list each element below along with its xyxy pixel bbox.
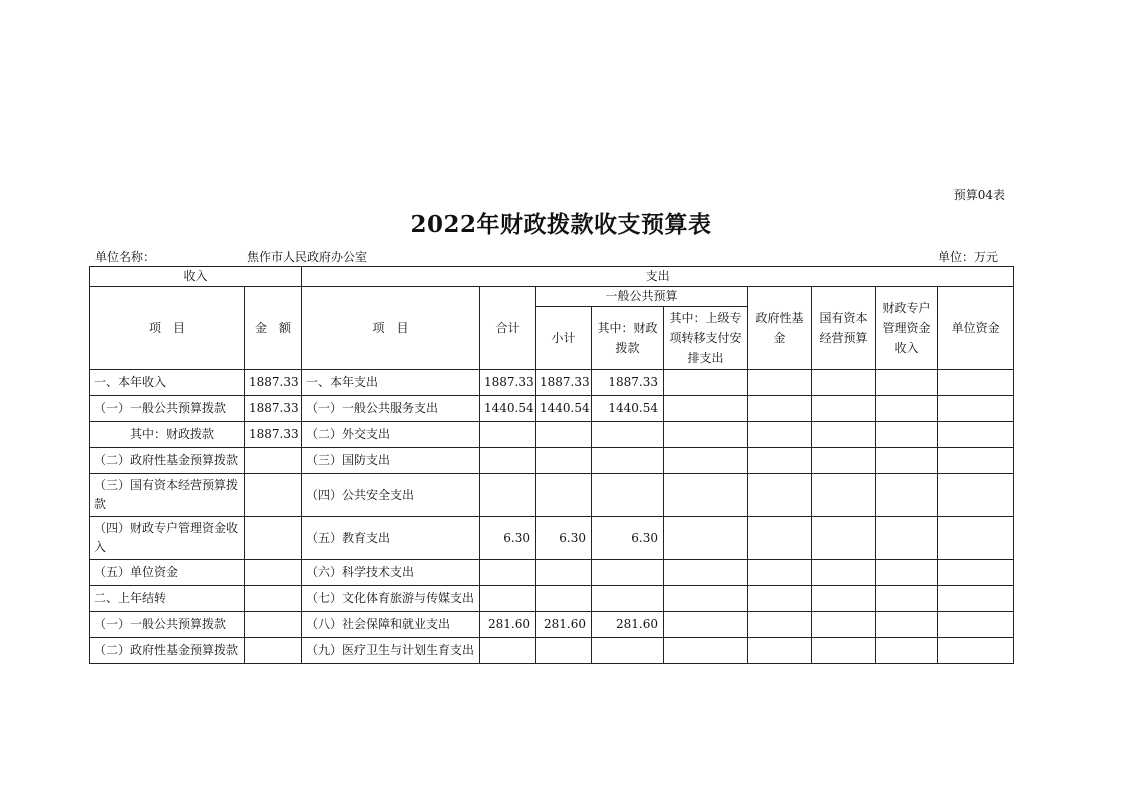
unit-funds-cell xyxy=(938,612,1014,638)
income-amount-cell xyxy=(245,612,302,638)
gov-fund-cell xyxy=(748,586,812,612)
total-cell xyxy=(480,586,536,612)
fiscal-cell xyxy=(592,448,664,474)
transfer-cell xyxy=(664,586,748,612)
form-number: 预算04表 xyxy=(953,188,1005,202)
exp-item-cell: 一、本年支出 xyxy=(302,370,480,396)
fiscal-cell: 281.60 xyxy=(592,612,664,638)
income-item-cell: （二）政府性基金预算拨款 xyxy=(90,448,245,474)
income-item-cell: （四）财政专户管理资金收入 xyxy=(90,517,245,560)
state-capital-cell xyxy=(812,517,876,560)
income-amount-cell xyxy=(245,448,302,474)
income-amount-cell xyxy=(245,560,302,586)
total-cell: 1887.33 xyxy=(480,370,536,396)
state-capital-cell xyxy=(812,638,876,664)
total-cell xyxy=(480,560,536,586)
fiscal-cell xyxy=(592,638,664,664)
subtotal-cell xyxy=(536,560,592,586)
table-row xyxy=(90,396,1014,422)
exp-item-cell: （八）社会保障和就业支出 xyxy=(302,612,480,638)
table-row xyxy=(90,370,1014,396)
income-item-cell: （一）一般公共预算拨款 xyxy=(90,612,245,638)
subtotal-cell xyxy=(536,448,592,474)
state-capital-cell xyxy=(812,396,876,422)
fiscal-special-cell xyxy=(876,422,938,448)
income-amount-cell: 1887.33 xyxy=(245,396,302,422)
exp-item-cell: （六）科学技术支出 xyxy=(302,560,480,586)
exp-item-cell: （九）医疗卫生与计划生育支出 xyxy=(302,638,480,664)
fiscal-cell xyxy=(592,422,664,448)
header-income-item: 项 目 xyxy=(90,287,245,370)
table-row xyxy=(90,422,1014,448)
header-exp-item: 项 目 xyxy=(302,287,480,370)
unit-name-value: 焦作市人民政府办公室 xyxy=(247,250,368,264)
fiscal-special-cell xyxy=(876,638,938,664)
gov-fund-cell xyxy=(748,422,812,448)
budget-table xyxy=(89,266,1014,664)
fiscal-special-cell xyxy=(876,474,938,517)
header-income: 收入 xyxy=(90,267,302,287)
header-general-budget: 一般公共预算 xyxy=(536,287,748,307)
header-unit-funds: 单位资金 xyxy=(938,287,1014,370)
subtotal-cell xyxy=(536,422,592,448)
exp-item-cell: （七）文化体育旅游与传媒支出 xyxy=(302,586,480,612)
fiscal-cell: 1440.54 xyxy=(592,396,664,422)
gov-fund-cell xyxy=(748,474,812,517)
income-item-cell: 一、本年收入 xyxy=(90,370,245,396)
income-amount-cell: 1887.33 xyxy=(245,370,302,396)
transfer-cell xyxy=(664,638,748,664)
exp-item-cell: （二）外交支出 xyxy=(302,422,480,448)
page-title: 2022年财政拨款收支预算表 xyxy=(410,211,712,238)
total-cell xyxy=(480,448,536,474)
income-item-cell: （五）单位资金 xyxy=(90,560,245,586)
gov-fund-cell xyxy=(748,638,812,664)
transfer-cell xyxy=(664,517,748,560)
subtotal-cell xyxy=(536,586,592,612)
table-row xyxy=(90,448,1014,474)
subtotal-cell xyxy=(536,638,592,664)
exp-item-cell: （五）教育支出 xyxy=(302,517,480,560)
exp-item-cell: （一）一般公共服务支出 xyxy=(302,396,480,422)
fiscal-special-cell xyxy=(876,370,938,396)
income-item-cell: 二、上年结转 xyxy=(90,586,245,612)
subtotal-cell: 1887.33 xyxy=(536,370,592,396)
income-item-cell: （三）国有资本经营预算拨款 xyxy=(90,474,245,517)
header-subtotal: 小计 xyxy=(536,307,592,370)
total-cell: 6.30 xyxy=(480,517,536,560)
state-capital-cell xyxy=(812,448,876,474)
fiscal-cell: 1887.33 xyxy=(592,370,664,396)
fiscal-cell xyxy=(592,474,664,517)
fiscal-special-cell xyxy=(876,517,938,560)
income-amount-cell xyxy=(245,586,302,612)
total-cell: 1440.54 xyxy=(480,396,536,422)
transfer-cell xyxy=(664,396,748,422)
total-cell xyxy=(480,422,536,448)
income-amount-cell xyxy=(245,638,302,664)
unit-funds-cell xyxy=(938,422,1014,448)
fiscal-cell: 6.30 xyxy=(592,517,664,560)
header-expenditure: 支出 xyxy=(302,267,1014,287)
unit-funds-cell xyxy=(938,396,1014,422)
state-capital-cell xyxy=(812,370,876,396)
header-total: 合计 xyxy=(480,287,536,370)
state-capital-cell xyxy=(812,586,876,612)
exp-item-cell: （三）国防支出 xyxy=(302,448,480,474)
fiscal-special-cell xyxy=(876,586,938,612)
transfer-cell xyxy=(664,370,748,396)
subtotal-cell: 6.30 xyxy=(536,517,592,560)
transfer-cell xyxy=(664,448,748,474)
subtotal-cell xyxy=(536,474,592,517)
fiscal-cell xyxy=(592,560,664,586)
income-item-cell: 其中：财政拨款 xyxy=(90,422,245,448)
fiscal-special-cell xyxy=(876,560,938,586)
unit-funds-cell xyxy=(938,474,1014,517)
table-row xyxy=(90,517,1014,560)
header-of-which-transfer: 其中：上级专项转移支付安排支出 xyxy=(664,307,748,370)
fiscal-special-cell xyxy=(876,612,938,638)
gov-fund-cell xyxy=(748,560,812,586)
income-item-cell: （二）政府性基金预算拨款 xyxy=(90,638,245,664)
transfer-cell xyxy=(664,474,748,517)
header-fiscal-special: 财政专户管理资金收入 xyxy=(876,287,938,370)
table-row xyxy=(90,638,1014,664)
unit-name-label: 单位名称： xyxy=(95,250,156,264)
gov-fund-cell xyxy=(748,396,812,422)
fiscal-cell xyxy=(592,586,664,612)
state-capital-cell xyxy=(812,612,876,638)
income-amount-cell xyxy=(245,517,302,560)
header-state-capital: 国有资本经营预算 xyxy=(812,287,876,370)
unit-funds-cell xyxy=(938,638,1014,664)
total-cell xyxy=(480,474,536,517)
table-row xyxy=(90,612,1014,638)
total-cell: 281.60 xyxy=(480,612,536,638)
state-capital-cell xyxy=(812,560,876,586)
income-amount-cell xyxy=(245,474,302,517)
income-amount-cell: 1887.33 xyxy=(245,422,302,448)
transfer-cell xyxy=(664,422,748,448)
header-income-amount: 金 额 xyxy=(245,287,302,370)
fiscal-special-cell xyxy=(876,448,938,474)
header-of-which-fiscal: 其中：财政拨款 xyxy=(592,307,664,370)
table-row xyxy=(90,474,1014,517)
unit-funds-cell xyxy=(938,370,1014,396)
state-capital-cell xyxy=(812,474,876,517)
table-row xyxy=(90,560,1014,586)
unit-funds-cell xyxy=(938,560,1014,586)
gov-fund-cell xyxy=(748,517,812,560)
subtotal-cell: 281.60 xyxy=(536,612,592,638)
fiscal-special-cell xyxy=(876,396,938,422)
currency-unit: 单位：万元 xyxy=(937,250,998,264)
state-capital-cell xyxy=(812,422,876,448)
transfer-cell xyxy=(664,560,748,586)
table-row xyxy=(90,586,1014,612)
transfer-cell xyxy=(664,612,748,638)
header-gov-fund: 政府性基金 xyxy=(748,287,812,370)
exp-item-cell: （四）公共安全支出 xyxy=(302,474,480,517)
gov-fund-cell xyxy=(748,370,812,396)
gov-fund-cell xyxy=(748,612,812,638)
unit-funds-cell xyxy=(938,517,1014,560)
gov-fund-cell xyxy=(748,448,812,474)
subtotal-cell: 1440.54 xyxy=(536,396,592,422)
total-cell xyxy=(480,638,536,664)
unit-funds-cell xyxy=(938,448,1014,474)
unit-funds-cell xyxy=(938,586,1014,612)
income-item-cell: （一）一般公共预算拨款 xyxy=(90,396,245,422)
